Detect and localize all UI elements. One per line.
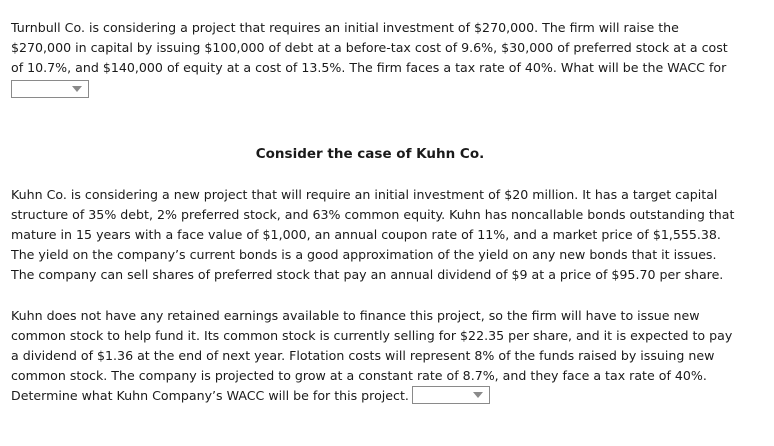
chevron-down-icon: [473, 392, 483, 398]
kuhn-question-paragraph-2-text: Kuhn does not have any retained earnings available to finance this project, so the firm will have to issue new common stock to help fund it. Its common stock is currently selling for $22.35 per share, and it is expected to pay a dividend of $1.36 at the end of next year. Flotation costs will represent 8% of the funds raised by issuing new common stock. The company is projected to grow at a constant rate of 8.7%, and they face a tax rate of 40%. Determine what Kuhn Company’s WACC will be for this project.: [11, 308, 733, 403]
turnbull-question-text: Turnbull Co. is considering a project that requires an initial investment of $270,000. The firm will raise the $270,000 in capital by issuing $100,000 of debt at a before-tax cost of 9.6%, $30,000 of preferred stock at a cost of 10.7%, and $140,000 of equity at a cost of 13.5%. The firm faces a tax rate of 40%. What will be the WACC for: [11, 20, 728, 75]
kuhn-question-paragraph-1: Kuhn Co. is considering a new project that will require an initial investment of $20 million. It has a target capital structure of 35% debt, 2% preferred stock, and 63% common equity. Kuhn has noncallable bonds outstanding that mature in 15 years with a face value of $1,000, an annual coupon rate of 11%, and a market price of $1,555.38. The yield on the company’s current bonds is a good approximation of the yield on any new bonds that it issues. The company can sell shares of preferred stock that pay an annual dividend of $9 at a price of $95.70 per share.: [11, 187, 735, 282]
kuhn-section-heading: Consider the case of Kuhn Co.: [255, 146, 485, 162]
turnbull-wacc-answer-dropdown[interactable]: [11, 80, 89, 98]
chevron-down-icon: [72, 86, 82, 92]
kuhn-wacc-answer-dropdown[interactable]: [412, 386, 490, 404]
kuhn-question-paragraph-2: [11, 306, 741, 406]
